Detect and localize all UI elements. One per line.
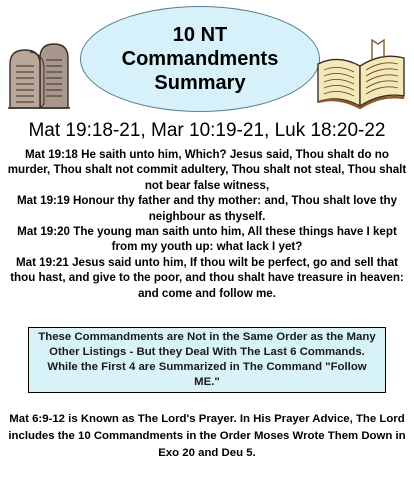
verses-block [4, 147, 410, 301]
verse-text: The young man saith unto him, All these things have I kept from my youth up: what lack I yet? [73, 225, 397, 254]
header [0, 0, 414, 118]
scripture-references: Mat 19:18-21, Mar 10:19-21, Luk 18:20-22 [28, 120, 386, 141]
verse-paragraph [4, 193, 410, 224]
title-line-3: Summary [154, 72, 246, 94]
verse-text: He saith unto him, Which? Jesus said, Thou shalt do no murder, Thou shalt not commit adultery, Thou shalt not steal, Thou shalt not bear false witness, [7, 148, 407, 192]
verse-ref: Mat 19:18 [25, 148, 78, 161]
verse-text: Honour thy father and thy mother: and, Thou shalt love thy neighbour as thyself. [73, 194, 398, 223]
verse-paragraph [4, 224, 410, 255]
verse-text: Jesus said unto him, If thou wilt be perfect, go and sell that thou hast, and give to the poor, and thou shalt have treasure in heaven: and come and follow me. [10, 255, 404, 300]
title-line-2: Commandments [121, 48, 279, 70]
summary-note-box: These Commandments are Not in the Same Order as the Many Other Listings - But they Deal With The Last 6 Commands. While the First 4 are Summarized in The Command "Follow ME." [28, 327, 386, 393]
stone-tablets-icon [6, 38, 80, 110]
verse-paragraph [4, 255, 410, 301]
open-bible-icon [314, 34, 408, 110]
lords-prayer-note: Mat 6:9-12 is Known as The Lord's Prayer. In His Prayer Advice, The Lord includes the 10 Commandments in the Order Moses Wrote Them Down in Exo 20 and Deu 5. [8, 413, 406, 459]
title-oval [80, 6, 320, 112]
verse-ref: Mat 19:20 [17, 225, 70, 239]
verse-ref: Mat 19:21 [15, 255, 69, 269]
title-line-1: 10 NT [172, 24, 228, 46]
verse-ref: Mat 19:19 [16, 194, 70, 208]
verse-paragraph [4, 147, 410, 193]
